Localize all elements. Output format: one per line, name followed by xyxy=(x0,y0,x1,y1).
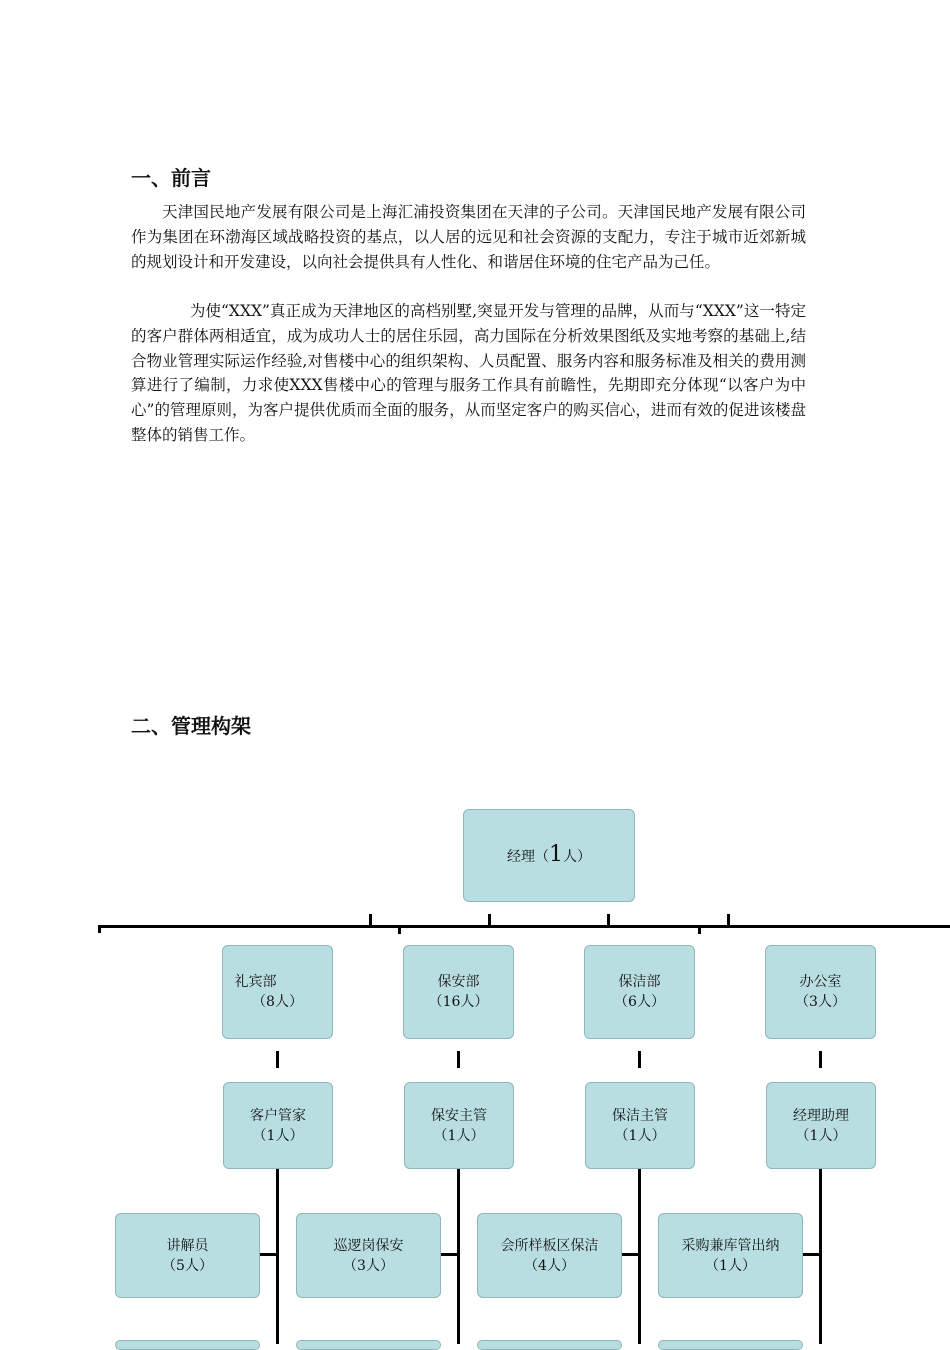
manager-count: 1 xyxy=(549,841,563,867)
org-box-department xyxy=(584,945,695,1039)
org-box-manager xyxy=(463,809,635,902)
org-connector-tick xyxy=(698,926,701,934)
org-connector-spine xyxy=(457,1169,460,1344)
department-name: 办公室 xyxy=(799,974,842,990)
department-count: （8人） xyxy=(252,994,303,1010)
manager-title: 经理（ xyxy=(507,848,549,865)
manager-suffix: 人） xyxy=(563,848,591,865)
supervisor-name: 经理助理 xyxy=(793,1107,849,1124)
department-count: （16人） xyxy=(428,994,489,1010)
org-connector-vertical xyxy=(457,1051,460,1068)
org-box-supervisor xyxy=(223,1082,333,1169)
org-connector-vertical xyxy=(638,1051,641,1068)
staff-name: 讲解员 xyxy=(166,1237,209,1254)
org-connector-vertical xyxy=(819,1051,822,1068)
section-2-title: 二、管理构架 xyxy=(131,714,251,738)
org-box-staff xyxy=(658,1213,803,1298)
org-box-staff-partial xyxy=(115,1340,260,1350)
org-connector-spine xyxy=(638,1169,641,1344)
org-connector-tick xyxy=(488,914,491,926)
org-connector-spine xyxy=(276,1169,279,1344)
supervisor-count: （1人） xyxy=(795,1127,847,1144)
org-box-staff-partial xyxy=(477,1340,622,1350)
supervisor-name: 客户管家 xyxy=(250,1107,306,1124)
org-box-department xyxy=(222,945,333,1039)
org-box-staff xyxy=(296,1213,441,1298)
department-count: （3人） xyxy=(795,994,846,1010)
staff-count: （1人） xyxy=(705,1257,756,1274)
org-connector-branch xyxy=(621,1253,639,1256)
staff-count: （3人） xyxy=(343,1257,394,1274)
intro-paragraph-1: 天津国民地产发展有限公司是上海汇浦投资集团在天津的子公司。天津国民地产发展有限公司作为集团在环渤海区域战略投资的基点，以人居的远见和社会资源的支配力，专注于城市近郊新城的规划设计和开发建设，以向社会提供具有人性化、和谐居住环境的住宅产品为己任。 xyxy=(131,203,806,271)
org-box-staff-partial xyxy=(658,1340,803,1350)
staff-name: 巡逻岗保安 xyxy=(333,1237,404,1254)
org-connector-tick xyxy=(607,914,610,926)
org-box-department xyxy=(403,945,514,1039)
intro-paragraph-2: 为使“XXX”真正成为天津地区的高档别墅,突显开发与管理的品牌，从而与“XXX”这一特定的客户群体两相适宜，成为成功人士的居住乐园，高力国际在分析效果图纸及实地考察的基础上,结合物业管理实际运作经验,对售楼中心的组织架构、人员配置、服务内容和服务标准及相关的费用测算进行了编制，力求使XXX售楼中心的管理与服务工作具有前瞻性，先期即充分体现“以客户为中心”的管理原则，为客户提供优质而全面的服务，从而坚定客户的购买信心，进而有效的促进该楼盘整体的销售工作。 xyxy=(131,302,806,444)
department-count: （6人） xyxy=(614,994,665,1010)
supervisor-count: （1人） xyxy=(433,1127,485,1144)
org-connector-tick xyxy=(727,914,730,926)
supervisor-name: 保安主管 xyxy=(431,1107,487,1124)
org-connector-tick xyxy=(398,926,401,934)
org-connector-branch xyxy=(440,1253,458,1256)
supervisor-count: （1人） xyxy=(614,1127,666,1144)
org-connector-horizontal xyxy=(98,925,950,928)
staff-count: （5人） xyxy=(162,1257,213,1274)
manager-label xyxy=(507,841,591,867)
org-box-staff-partial xyxy=(296,1340,441,1350)
department-name: 保安部 xyxy=(437,974,480,990)
staff-name: 采购兼库管出纳 xyxy=(681,1237,780,1254)
supervisor-count: （1人） xyxy=(252,1127,304,1144)
org-connector-branch xyxy=(259,1253,277,1256)
org-box-supervisor xyxy=(585,1082,695,1169)
org-box-staff xyxy=(477,1213,622,1298)
org-box-supervisor xyxy=(404,1082,514,1169)
org-box-department xyxy=(765,945,876,1039)
supervisor-name: 保洁主管 xyxy=(612,1107,668,1124)
org-connector-spine xyxy=(819,1169,822,1344)
department-name: 保洁部 xyxy=(618,974,661,990)
staff-count: （4人） xyxy=(524,1257,575,1274)
org-box-supervisor xyxy=(766,1082,876,1169)
org-connector-vertical xyxy=(276,1051,279,1068)
org-connector-left-tick xyxy=(98,925,101,933)
department-name: 礼宾部 xyxy=(234,974,277,990)
section-1-title: 一、前言 xyxy=(131,166,211,190)
org-connector-tick xyxy=(369,914,372,926)
staff-name: 会所样板区保洁 xyxy=(500,1237,599,1254)
org-box-staff xyxy=(115,1213,260,1298)
org-connector-branch xyxy=(802,1253,820,1256)
